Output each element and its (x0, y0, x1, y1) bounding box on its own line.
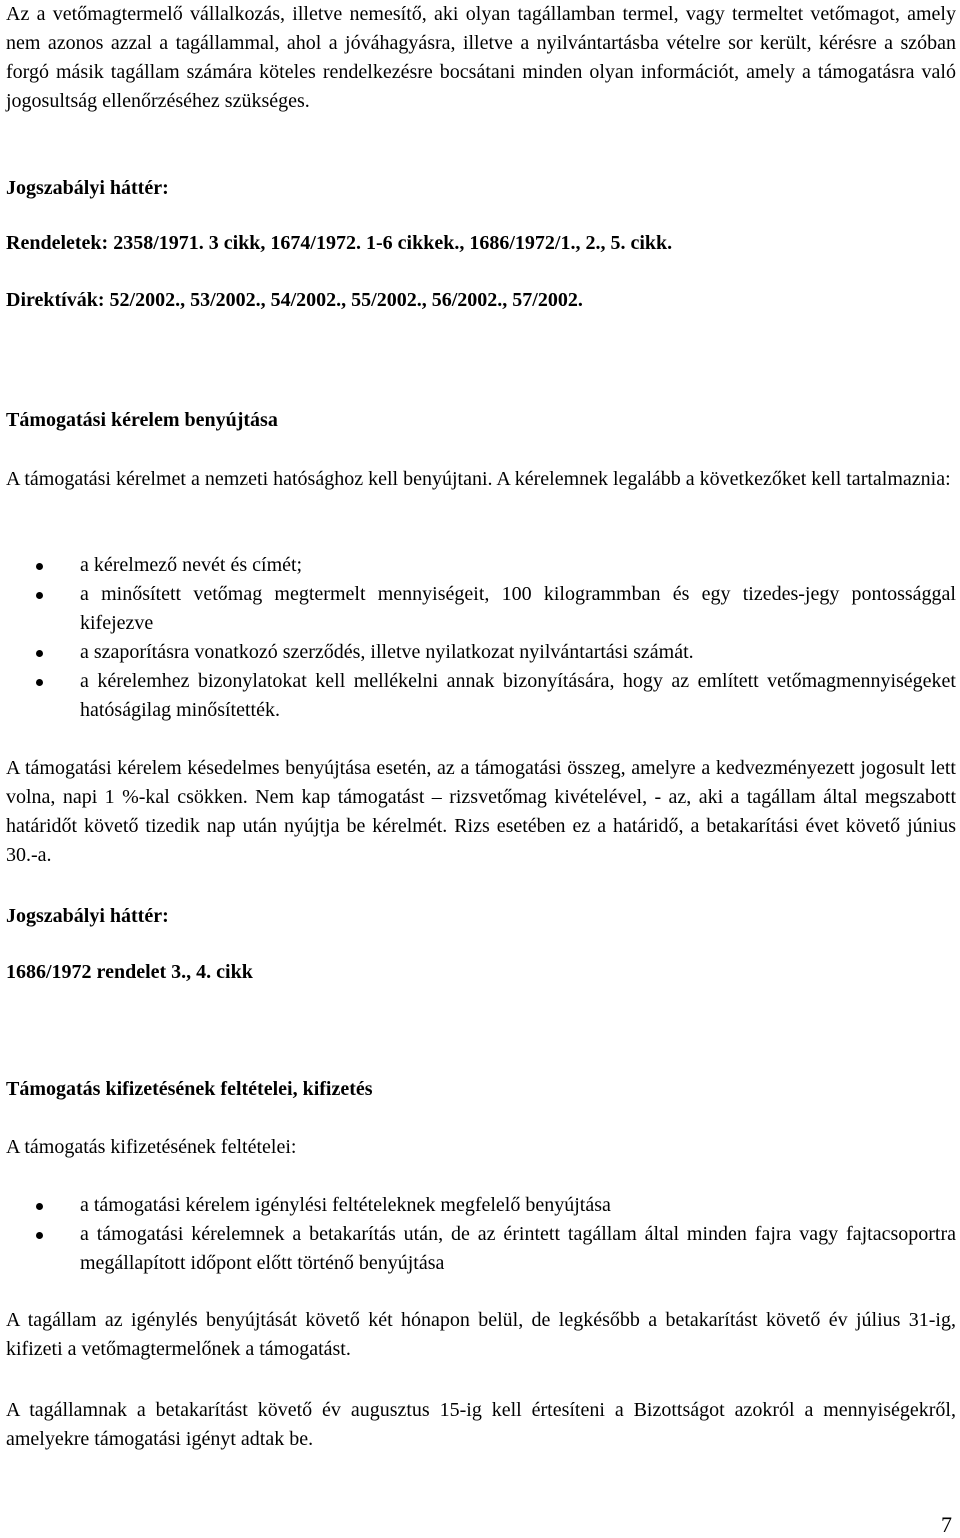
intro-paragraph: Az a vetőmagtermelő vállalkozás, illetve nemesítő, aki olyan tagállamban termel, vagy termeltet vetőmagot, amely nem azonos azzal a tagállammal, ahol a jóváhagyásra, illetve a nyilvántartásba vételre sor került, kérésre a szóban forgó másik tagállam számára köteles rendelkezésre bocsátani minden olyan információt, amely a támogatásra való jogosultság ellenőrzéséhez szükséges. (6, 3, 956, 112)
application-intro: A támogatási kérelmet a nemzeti hatósághoz kell benyújtani. A kérelemnek legalább a következőket kell tartalmaznia: (6, 468, 951, 490)
bullet-icon (36, 679, 43, 686)
payment-section-title: Támogatás kifizetésének feltételei, kifizetés (6, 1078, 373, 1100)
list-item: a kérelmező nevét és címét; (6, 551, 956, 580)
directives-reference: Direktívák: 52/2002., 53/2002., 54/2002., 55/2002., 56/2002., 57/2002. (6, 289, 583, 311)
legal-background-heading-1: Jogszabályi háttér: (6, 177, 169, 199)
legal-background-heading-2: Jogszabályi háttér: (6, 905, 169, 927)
application-requirements-list (6, 551, 956, 725)
page-number: 7 (941, 1512, 952, 1537)
list-item: a kérelemhez bizonylatokat kell mellékelni annak bizonyítására, hogy az említett vetőmagmennyiségeket hatóságilag minősítették. (6, 667, 956, 725)
payment-conditions-list (6, 1191, 956, 1278)
bullet-icon (36, 1232, 43, 1239)
payment-deadline-paragraph: A tagállam az igénylés benyújtását követő két hónapon belül, de legkésőbb a betakarítást követő év július 31-ig, kifizeti a vetőmagtermelőnek a támogatást. (6, 1309, 956, 1360)
bullet-icon (36, 592, 43, 599)
commission-notice-paragraph: A tagállamnak a betakarítást követő év augusztus 15-ig kell értesíteni a Bizottságot azokról a mennyiségekről, amelyekre támogatási igényt adtak be. (6, 1399, 956, 1450)
payment-conditions-label: A támogatás kifizetésének feltételei: (6, 1136, 297, 1158)
list-item: a szaporításra vonatkozó szerződés, illetve nyilatkozat nyilvántartási számát. (6, 638, 956, 667)
list-item: a minősített vetőmag megtermelt mennyiségeit, 100 kilogrammban és egy tizedes-jegy pontossággal kifejezve (6, 580, 956, 638)
list-item: a támogatási kérelemnek a betakarítás után, de az érintett tagállam által minden fajra vagy fajtacsoportra megállapított időpont előtt történő benyújtása (6, 1220, 956, 1278)
regulation-reference-2: 1686/1972 rendelet 3., 4. cikk (6, 961, 253, 983)
regulations-reference: Rendeletek: 2358/1971. 3 cikk, 1674/1972. 1-6 cikkek., 1686/1972/1., 2., 5. cikk. (6, 232, 673, 254)
list-item: a támogatási kérelem igénylési feltételeknek megfelelő benyújtása (6, 1191, 956, 1220)
bullet-icon (36, 563, 43, 570)
bullet-icon (36, 1203, 43, 1210)
bullet-icon (36, 650, 43, 657)
late-submission-paragraph: A támogatási kérelem késedelmes benyújtása esetén, az a támogatási összeg, amelyre a kedvezményezett jogosult lett volna, napi 1 %-kal csökken. Nem kap támogatást – rizsvetőmag kivételével, - az, aki a tagállam által megszabott határidőt követő tizedik nap után nyújtja be kérelmét. Rizs esetében ez a határidő, a betakarítási évet követő június 30.-a. (6, 757, 956, 866)
application-section-title: Támogatási kérelem benyújtása (6, 409, 278, 431)
